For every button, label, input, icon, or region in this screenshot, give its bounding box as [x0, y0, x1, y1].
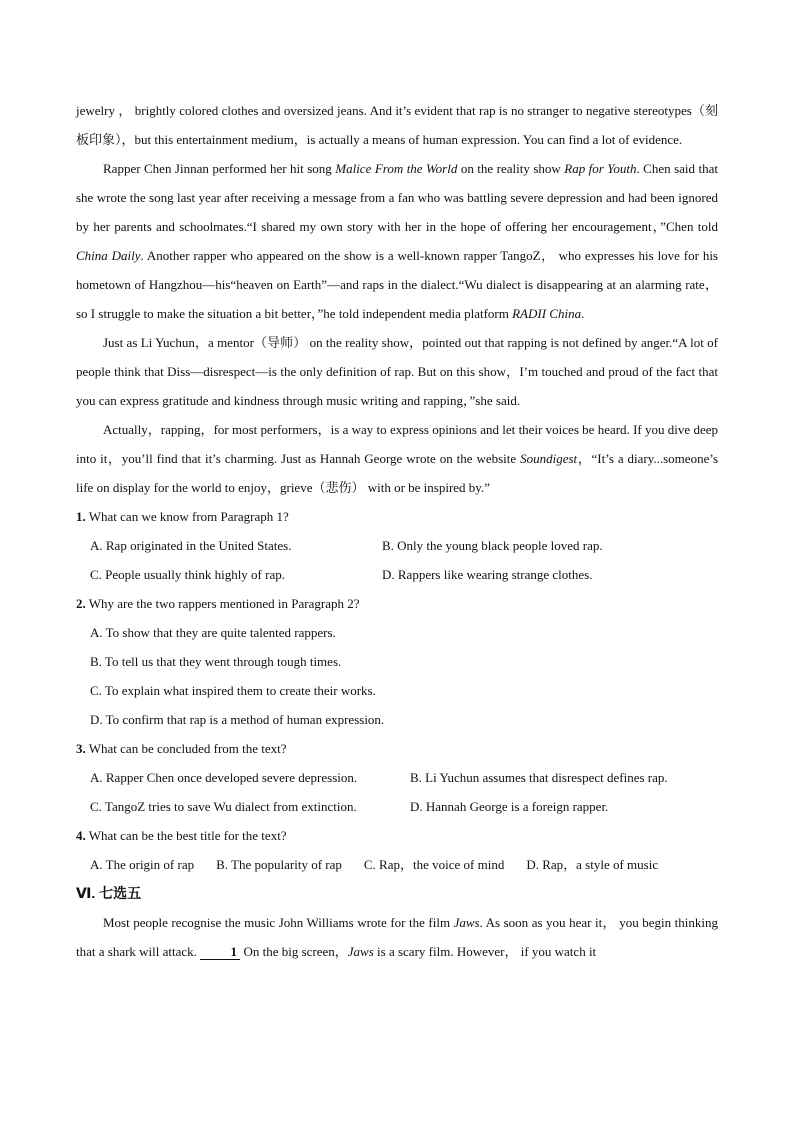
- question-text: What can we know from Paragraph 1?: [85, 509, 289, 524]
- question-3-options: [76, 763, 718, 821]
- question-number: 1.: [76, 509, 86, 524]
- p2-text-i: .: [581, 306, 585, 321]
- p5-text-c: . As soon as you hear it， you begin thinking that a shark will attack.: [76, 915, 718, 959]
- paragraph-4: [76, 415, 718, 502]
- option-c[interactable]: C. To explain what inspired them to create their works.: [90, 683, 376, 698]
- option-c[interactable]: C. TangoZ tries to save Wu dialect from extinction.: [90, 799, 357, 814]
- option-b[interactable]: B. To tell us that they went through tough times.: [90, 654, 342, 669]
- question-1: [76, 502, 718, 531]
- document-page: [76, 96, 718, 966]
- p2-text-g: . Another rapper who appeared on the show is a well-known rapper TangoZ， who expresses his love for his hometown of Hangzhou—his“heaven on Earth”—and raps in the dialect.“Wu dialect is disappearing at an alarming rate， so I struggle to make the situation a bit better，”he told independent media platform: [76, 248, 718, 321]
- p2-text-a: Rapper Chen Jinnan performed her hit song: [103, 161, 336, 176]
- film-title: Jaws: [347, 944, 374, 959]
- option-b[interactable]: B. The popularity of rap: [216, 857, 342, 872]
- option-b[interactable]: B. Only the young black people loved rap.: [382, 538, 603, 553]
- p4-text-c: ，“It’s a diary...someone’s life on display for the world to enjoy，grieve（悲伤） with or be inspired by.”: [76, 451, 719, 495]
- answer-blank-1[interactable]: 1: [200, 945, 240, 960]
- option-c[interactable]: C. People usually think highly of rap.: [90, 567, 285, 582]
- question-1-options: [76, 531, 718, 589]
- p2-text-c: on the reality show: [457, 161, 565, 176]
- option-d[interactable]: D. Rappers like wearing strange clothes.: [382, 567, 593, 582]
- option-a[interactable]: A. The origin of rap: [90, 857, 195, 872]
- show-title: Rap for Youth: [564, 161, 637, 176]
- newspaper-title: China Daily: [76, 248, 141, 263]
- question-number: 4.: [76, 828, 86, 843]
- paragraph-2: [76, 154, 718, 328]
- question-text: What can be concluded from the text?: [85, 741, 287, 756]
- paragraph-1: [76, 96, 718, 154]
- question-3: [76, 734, 718, 763]
- option-d[interactable]: D. Hannah George is a foreign rapper.: [410, 799, 609, 814]
- question-text: Why are the two rappers mentioned in Paragraph 2?: [85, 596, 360, 611]
- p5-text-d: On the big screen，: [240, 944, 348, 959]
- question-number: 3.: [76, 741, 86, 756]
- p2-text-e: . Chen said that she wrote the song last year after receiving a message from a fan who was battling severe depression and had been ignored by her parents and schoolmates.“I shared my own story with her in the hope of offering her encouragement，”Chen told: [76, 161, 718, 234]
- section-heading: Ⅵ. 七选五: [76, 885, 142, 901]
- paragraph-3-text: Just as Li Yuchun，a mentor（导师） on the reality show，pointed out that rapping is not defined by anger.“A lot of people think that Diss—disrespect—is the only definition of rap. But on this show，I’m touched and proud of the fact that you can express gratitude and kindness through music writing and rapping，”she said.: [76, 335, 718, 408]
- paragraph-1-text: jewelry ， brightly colored clothes and oversized jeans. And it’s evident that rap is no stranger to negative stereotypes（刻板印象），but this entertainment medium，is actually a means of human expression. You can find a lot of evidence.: [76, 103, 718, 147]
- p5-text-a: Most people recognise the music John Williams wrote for the film: [103, 915, 454, 930]
- p5-text-f: is a scary film. However， if you watch it: [373, 944, 597, 959]
- option-a[interactable]: A. Rapper Chen once developed severe depression.: [90, 770, 358, 785]
- website-title: Soundigest: [520, 451, 578, 466]
- question-text: What can be the best title for the text?: [85, 828, 287, 843]
- platform-title: RADII China: [512, 306, 582, 321]
- option-d[interactable]: D. To confirm that rap is a method of human expression.: [90, 712, 385, 727]
- question-2: [76, 589, 718, 618]
- question-2-options: [76, 618, 718, 734]
- option-a[interactable]: A. To show that they are quite talented rappers.: [90, 625, 336, 640]
- question-4: [76, 821, 718, 850]
- song-title: Malice From the World: [335, 161, 458, 176]
- p4-text-a: Actually，rapping，for most performers，is a way to express opinions and let their voices be heard. If you dive deep into it，you’ll find that it’s charming. Just as Hannah George wrote on the website: [76, 422, 718, 466]
- option-d[interactable]: D. Rap，a style of music: [526, 857, 659, 872]
- question-4-options: [76, 850, 718, 879]
- option-c[interactable]: C. Rap，the voice of mind: [363, 857, 505, 872]
- paragraph-5: [76, 908, 718, 966]
- question-number: 2.: [76, 596, 86, 611]
- option-a[interactable]: A. Rap originated in the United States.: [90, 538, 292, 553]
- option-b[interactable]: B. Li Yuchun assumes that disrespect defines rap.: [410, 770, 668, 785]
- film-title: Jaws: [453, 915, 480, 930]
- paragraph-3: [76, 328, 718, 415]
